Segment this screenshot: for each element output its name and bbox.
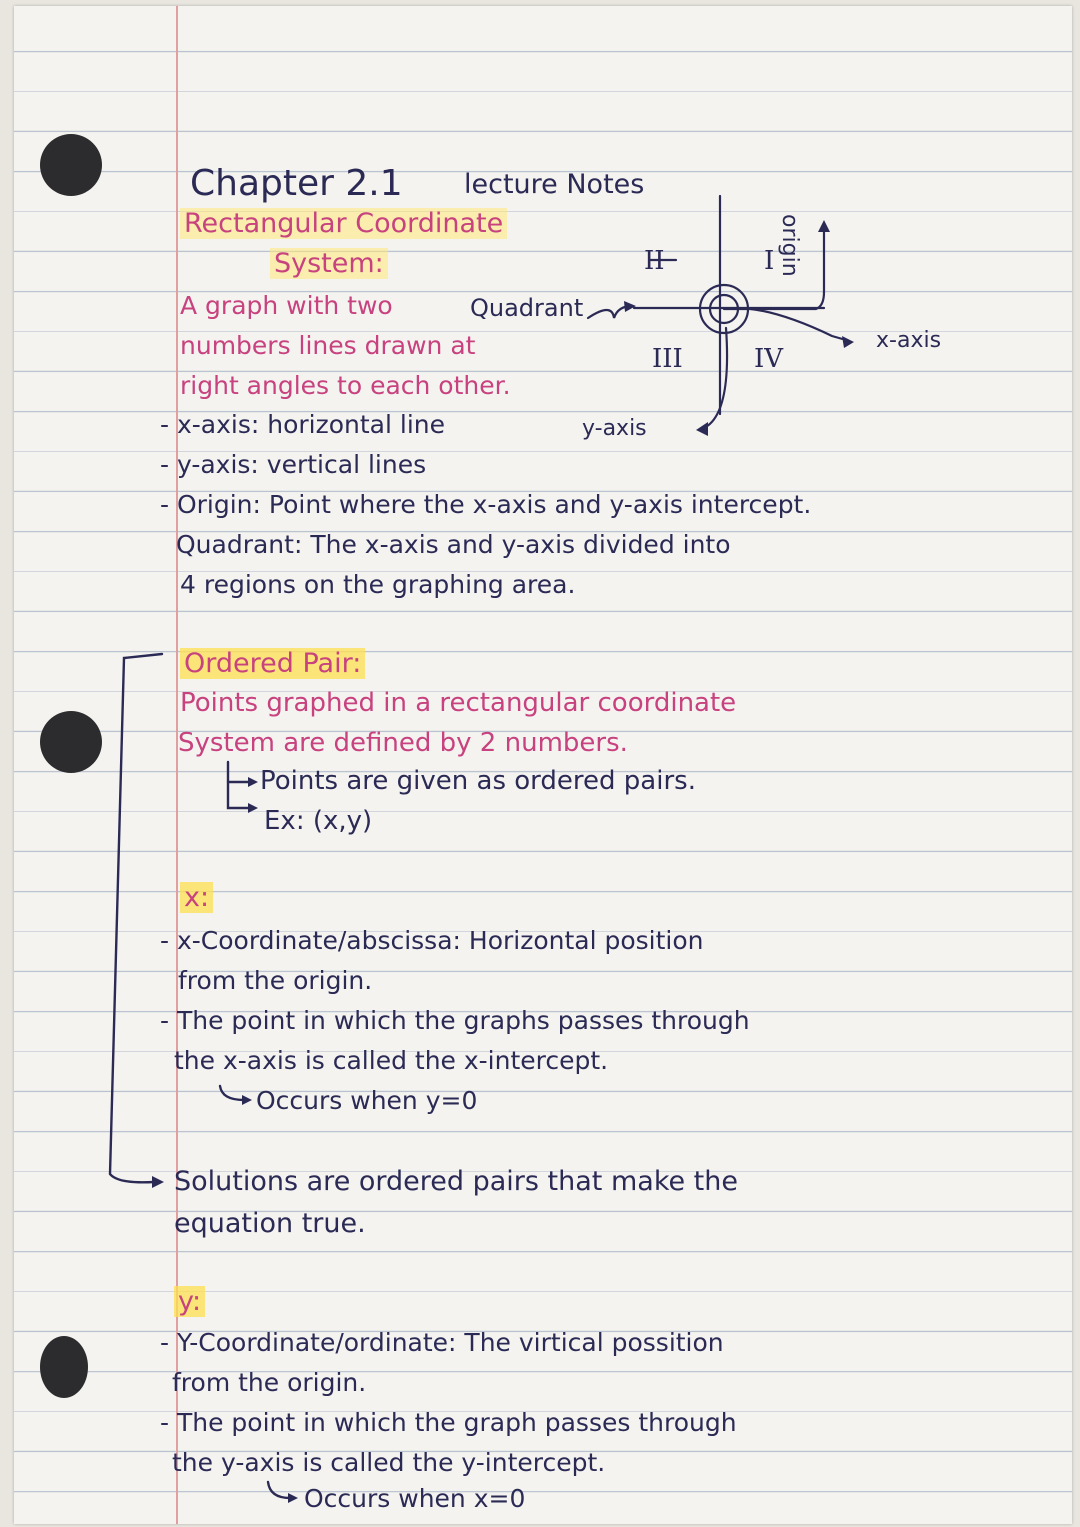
rect-def-line-1: A graph with two	[180, 291, 393, 320]
bullet-origin: - Origin: Point where the x-axis and y-axis intercept.	[160, 490, 812, 519]
quadrant-iii-label: III	[652, 344, 683, 374]
x-axis-label: x-axis	[876, 328, 942, 353]
notebook-page	[14, 6, 1072, 1524]
ordered-pair-sub-2: Ex: (x,y)	[264, 806, 373, 836]
ordered-pair-heading: Ordered Pair:	[180, 650, 365, 677]
solutions-line-2: equation true.	[174, 1208, 366, 1239]
quadrant-i-label: I	[764, 246, 775, 276]
y-line-4: the y-axis is called the y-intercept.	[172, 1448, 606, 1477]
quadrant-ii-label: II	[644, 246, 665, 276]
annotation-arrows	[14, 6, 1072, 1524]
rect-system-heading-1: Rectangular Coordinate	[180, 210, 507, 237]
quadrant-def-line-1: Quadrant: The x-axis and y-axis divided into	[176, 530, 731, 559]
quadrant-def-line-2: 4 regions on the graphing area.	[180, 570, 576, 599]
origin-label: origin	[777, 214, 802, 277]
y-line-1: - Y-Coordinate/ordinate: The virtical possition	[160, 1328, 724, 1357]
x-heading: x:	[180, 884, 213, 911]
sub-arrow-branch	[228, 762, 250, 808]
lecture-notes-label: lecture Notes	[464, 169, 645, 200]
rect-system-heading-2: System:	[270, 250, 388, 277]
y-line-5: Occurs when x=0	[304, 1484, 526, 1513]
rect-def-line-3: right angles to each other.	[180, 371, 511, 400]
ordered-pair-bracket	[110, 654, 162, 1182]
ordered-pair-sub-1: Points are given as ordered pairs.	[260, 766, 696, 796]
ordered-pair-line-1: Points graphed in a rectangular coordinate	[180, 688, 737, 718]
x-occurs-arrow	[220, 1086, 244, 1100]
y-line-3: - The point in which the graph passes through	[160, 1408, 737, 1437]
bracket-arrowhead	[152, 1176, 164, 1188]
quadrant-label: Quadrant	[470, 294, 584, 322]
quadrant-iv-label: IV	[754, 344, 784, 374]
x-line-2: from the origin.	[178, 966, 373, 995]
y-occurs-arrow	[268, 1482, 290, 1498]
y-heading: y:	[174, 1288, 205, 1315]
ordered-pair-line-2: System are defined by 2 numbers.	[178, 728, 628, 758]
y-axis-label: y-axis	[582, 416, 647, 441]
chapter-title: Chapter 2.1	[190, 163, 403, 204]
bullet-x-axis: - x-axis: horizontal line	[160, 410, 445, 439]
solutions-line-1: Solutions are ordered pairs that make the	[174, 1166, 738, 1197]
x-line-4: the x-axis is called the x-intercept.	[174, 1046, 609, 1075]
bullet-y-axis: - y-axis: vertical lines	[160, 450, 427, 479]
x-line-5: Occurs when y=0	[256, 1086, 478, 1115]
rect-def-line-2: numbers lines drawn at	[180, 331, 476, 360]
y-line-2: from the origin.	[172, 1368, 367, 1397]
x-line-1: - x-Coordinate/abscissa: Horizontal position	[160, 926, 704, 955]
x-line-3: - The point in which the graphs passes through	[160, 1006, 750, 1035]
